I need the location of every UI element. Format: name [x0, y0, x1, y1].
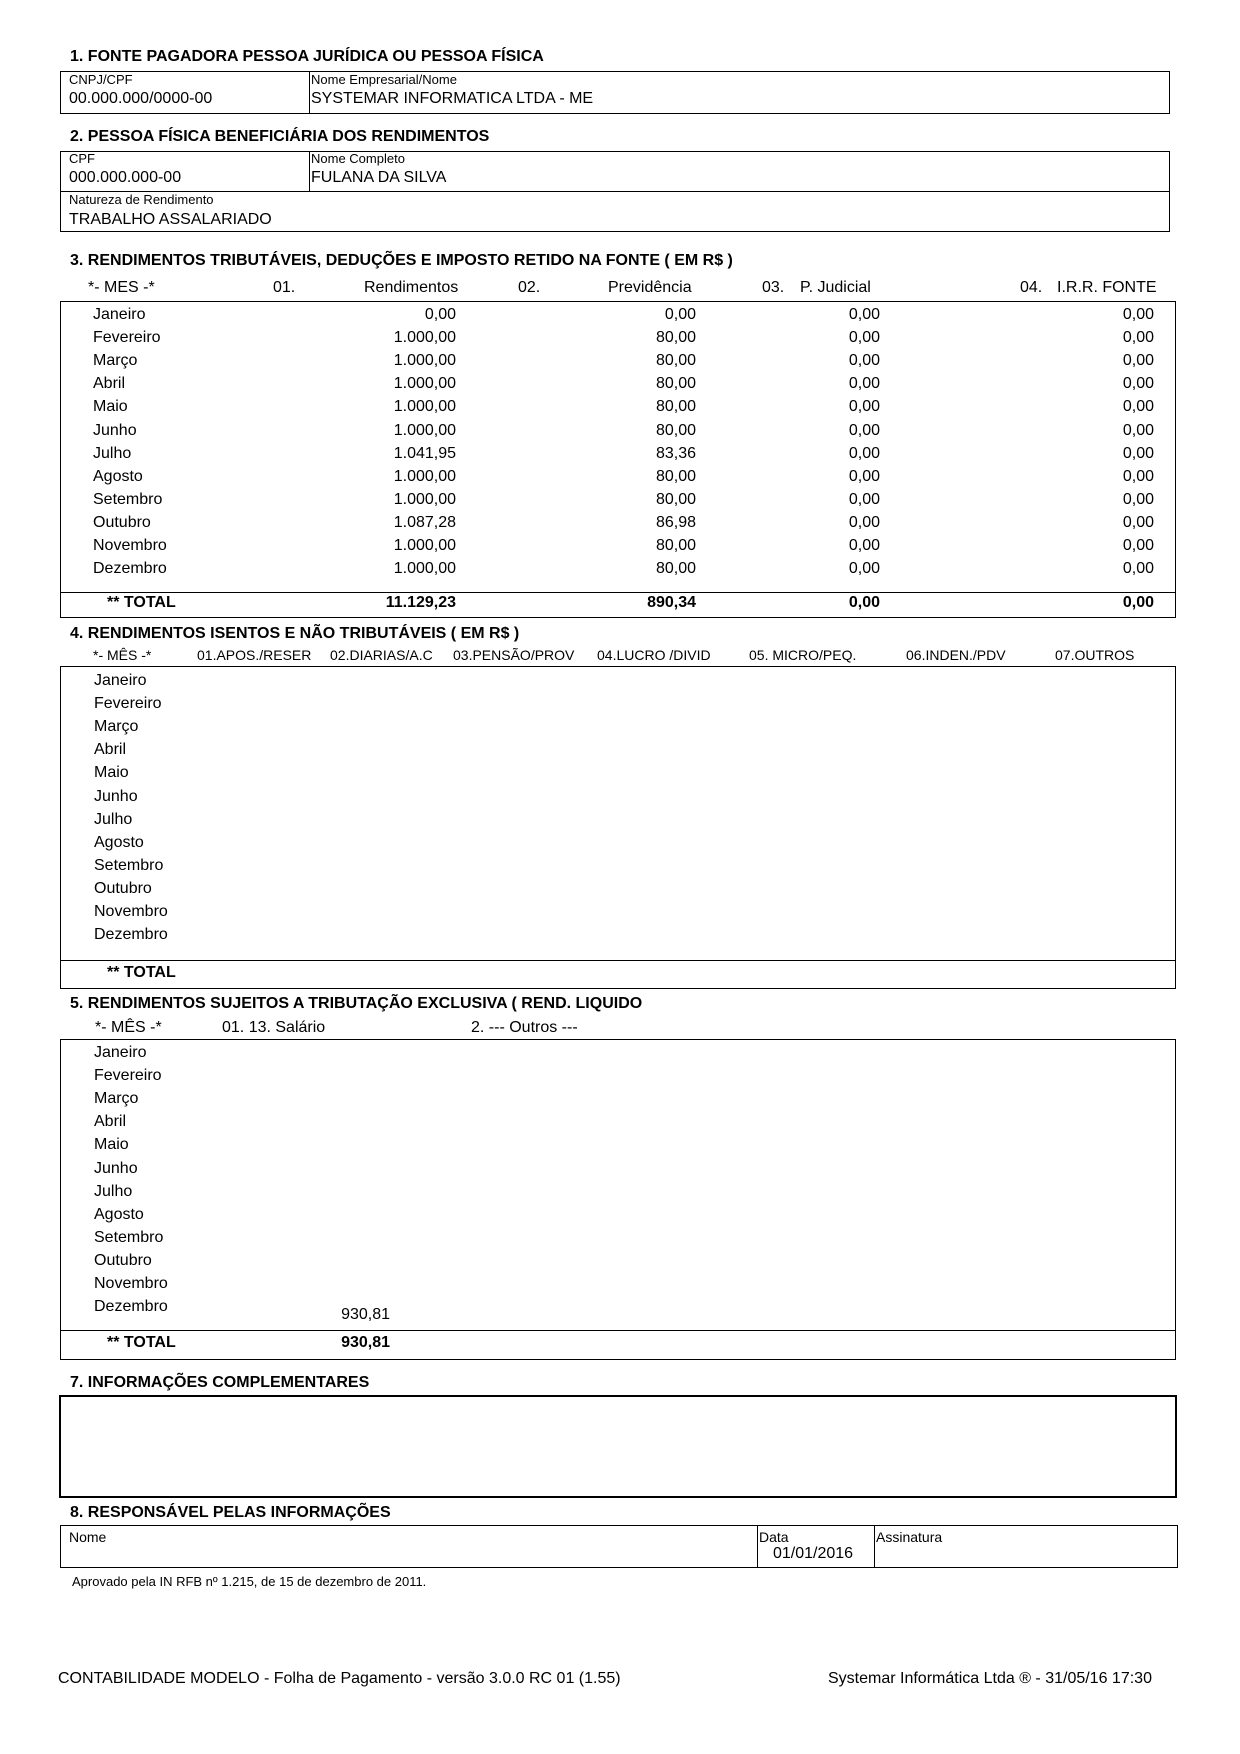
sec7-title: 7. INFORMAÇÕES COMPLEMENTARES [70, 1374, 370, 1391]
sec3-table-row [60, 445, 1170, 468]
month-cell: Março [93, 352, 138, 370]
sec3-header-04: 04. [1020, 279, 1043, 296]
sec8-data-value: 01/01/2016 [773, 1545, 854, 1562]
rendimentos-cell: 1.000,00 [393, 490, 456, 508]
sec5-table-row [60, 1183, 1170, 1206]
footer-left: CONTABILIDADE MODELO - Folha de Pagamento - versão 3.0.0 RC 01 (1.55) [58, 1670, 621, 1687]
sec4-table-row [60, 788, 1170, 811]
month-cell: Janeiro [94, 672, 147, 689]
sec4-table-row [60, 672, 1170, 695]
judicial-cell: 0,00 [848, 467, 880, 485]
sec4-header-pensao: 03.PENSÃO/PROV [453, 647, 575, 663]
rendimentos-cell: 1.041,95 [393, 444, 456, 462]
sec3-table-row [60, 468, 1170, 491]
month-cell: Junho [94, 787, 138, 805]
sec4-header-outros: 07.OUTROS [1055, 647, 1135, 663]
irrf-cell: 0,00 [1122, 490, 1154, 508]
month-cell: Junho [93, 421, 137, 439]
sec1-divider [309, 71, 310, 114]
sec3-table-row [60, 306, 1170, 329]
month-cell: Maio [93, 398, 128, 416]
month-cell: Janeiro [93, 306, 146, 323]
sec5-dezembro-value: 930,81 [341, 1306, 390, 1323]
sec4-header-mes: *- MÊS -* [93, 647, 152, 663]
sec3-title: 3. RENDIMENTOS TRIBUTÁVEIS, DEDUÇÕES E IMPOSTO RETIDO NA FONTE ( EM R$ ) [70, 252, 733, 269]
sec8-data-label: Data [759, 1529, 789, 1545]
sec2-title: 2. PESSOA FÍSICA BENEFICIÁRIA DOS RENDIMENTOS [70, 128, 490, 145]
cnpj-value: 00.000.000/0000-00 [69, 90, 213, 107]
natureza-label: Natureza de Rendimento [69, 192, 214, 207]
sec8-divider-1 [757, 1525, 758, 1568]
month-cell: Janeiro [94, 1044, 147, 1061]
cpf-value: 000.000.000-00 [69, 169, 182, 186]
sec4-table-row [60, 857, 1170, 880]
sec5-table-row [60, 1090, 1170, 1113]
sec3-table-row [60, 422, 1170, 445]
sec3-header-mes: *- MES -* [88, 279, 155, 296]
sec5-total-value: 930,81 [341, 1334, 390, 1351]
sec3-table-row [60, 352, 1170, 375]
month-cell: Novembro [94, 1275, 168, 1292]
sec4-header-diarias: 02.DIARIAS/A.C [330, 647, 433, 663]
judicial-cell: 0,00 [848, 537, 880, 554]
irrf-cell: 0,00 [1122, 560, 1154, 578]
nome-empresarial-value: SYSTEMAR INFORMATICA LTDA - ME [311, 90, 594, 107]
rendimentos-cell: 1.000,00 [393, 467, 456, 485]
sec4-total-label: ** TOTAL [107, 964, 176, 981]
irrf-cell: 0,00 [1122, 467, 1154, 485]
month-cell: Abril [93, 375, 126, 393]
irrf-cell: 0,00 [1122, 398, 1154, 416]
sec3-header-03: 03. [762, 279, 785, 296]
month-cell: Dezembro [94, 1298, 168, 1316]
previdencia-cell: 80,00 [655, 352, 696, 370]
sec1-bottom-line [60, 113, 1170, 114]
sec5-total-row [60, 1334, 1170, 1357]
sec4-table-row [60, 718, 1170, 741]
previdencia-cell: 80,00 [655, 329, 696, 347]
month-cell: Dezembro [94, 926, 168, 944]
sec5-header-outros: 2. --- Outros --- [471, 1019, 578, 1036]
sec3-total-judicial: 0,00 [848, 594, 880, 611]
judicial-cell: 0,00 [848, 398, 880, 416]
nome-completo-value: FULANA DA SILVA [311, 169, 447, 186]
rendimentos-cell: 1.000,00 [393, 560, 456, 578]
sec2-divider [309, 151, 310, 191]
sec3-table-row [60, 514, 1170, 537]
previdencia-cell: 80,00 [655, 421, 696, 439]
sec4-header-apos: 01.APOS./RESER [197, 647, 312, 663]
sec8-assinatura-label: Assinatura [876, 1529, 943, 1545]
sec4-table-row [60, 811, 1170, 834]
previdencia-cell: 0,00 [664, 306, 696, 323]
irrf-cell: 0,00 [1122, 421, 1154, 439]
judicial-cell: 0,00 [848, 375, 880, 393]
sec4-table-row [60, 880, 1170, 903]
judicial-cell: 0,00 [848, 306, 880, 323]
sec5-table-row [60, 1206, 1170, 1229]
sec3-table-row [60, 398, 1170, 421]
month-cell: Fevereiro [94, 1067, 162, 1085]
sec1-box [60, 71, 1170, 114]
sec3-header-previdencia: Previdência [608, 279, 692, 296]
month-cell: Novembro [93, 537, 167, 554]
sec3-total-label: ** TOTAL [107, 594, 176, 611]
sec3-header-02: 02. [518, 279, 541, 296]
month-cell: Outubro [94, 879, 152, 897]
month-cell: Agosto [94, 1205, 144, 1223]
sec5-title: 5. RENDIMENTOS SUJEITOS A TRIBUTAÇÃO EXCLUSIVA ( REND. LIQUIDO [70, 995, 643, 1012]
month-cell: Maio [94, 764, 129, 782]
month-cell: Julho [94, 1182, 133, 1200]
sec4-table-row [60, 741, 1170, 764]
sec3-header-rendimentos: Rendimentos [364, 279, 459, 296]
sec3-total-previdencia: 890,34 [647, 594, 696, 611]
sec3-table-row [60, 329, 1170, 352]
sec5-header-13salario: 01. 13. Salário [222, 1019, 326, 1036]
judicial-cell: 0,00 [848, 560, 880, 578]
sec1-title: 1. FONTE PAGADORA PESSOA JURÍDICA OU PESSOA FÍSICA [70, 48, 544, 65]
sec8-title: 8. RESPONSÁVEL PELAS INFORMAÇÕES [70, 1504, 391, 1521]
sec3-table-row [60, 375, 1170, 398]
sec4-total-line [60, 960, 1176, 961]
month-cell: Dezembro [93, 560, 167, 578]
irrf-cell: 0,00 [1122, 375, 1154, 393]
previdencia-cell: 80,00 [655, 375, 696, 393]
month-cell: Junho [94, 1159, 138, 1177]
sec5-table-row [60, 1229, 1170, 1252]
judicial-cell: 0,00 [848, 329, 880, 347]
month-cell: Fevereiro [93, 329, 161, 347]
judicial-cell: 0,00 [848, 421, 880, 439]
month-cell: Abril [94, 741, 127, 759]
month-cell: Agosto [93, 467, 143, 485]
judicial-cell: 0,00 [848, 444, 880, 462]
sec4-total-row [60, 964, 1170, 987]
sec5-total-label: ** TOTAL [107, 1334, 176, 1351]
month-cell: Julho [93, 444, 132, 462]
rendimentos-cell: 1.000,00 [393, 329, 456, 347]
rendimentos-cell: 1.087,28 [393, 513, 456, 531]
month-cell: Novembro [94, 903, 168, 920]
sec3-table-row [60, 537, 1170, 560]
sec5-header-mes: *- MÊS -* [95, 1019, 162, 1036]
month-cell: Setembro [93, 490, 163, 508]
nome-completo-label: Nome Completo [311, 151, 405, 166]
irrf-cell: 0,00 [1122, 444, 1154, 462]
month-cell: Fevereiro [94, 695, 162, 713]
irrf-cell: 0,00 [1122, 513, 1154, 531]
month-cell: Julho [94, 810, 133, 828]
previdencia-cell: 80,00 [655, 490, 696, 508]
previdencia-cell: 80,00 [655, 560, 696, 578]
previdencia-cell: 86,98 [655, 513, 696, 531]
month-cell: Outubro [94, 1251, 152, 1269]
sec5-dezembro-value-row [60, 1306, 1170, 1329]
rendimentos-cell: 1.000,00 [393, 352, 456, 370]
sec7-box [59, 1395, 1177, 1498]
sec3-total-irrf: 0,00 [1122, 594, 1154, 611]
irrf-cell: 0,00 [1122, 306, 1154, 323]
judicial-cell: 0,00 [848, 513, 880, 531]
month-cell: Março [94, 1090, 139, 1108]
month-cell: Abril [94, 1113, 127, 1131]
previdencia-cell: 80,00 [655, 467, 696, 485]
sec5-table-row [60, 1044, 1170, 1067]
cpf-label: CPF [69, 151, 95, 166]
sec3-total-rendimentos: 11.129,23 [385, 594, 456, 611]
sec5-table-row [60, 1252, 1170, 1275]
cnpj-label: CNPJ/CPF [69, 72, 133, 87]
month-cell: Outubro [93, 513, 151, 531]
month-cell: Setembro [94, 856, 164, 874]
sec8-divider-2 [874, 1525, 875, 1568]
month-cell: Setembro [94, 1228, 164, 1246]
sec3-header-01: 01. [273, 279, 296, 296]
sec4-table-row [60, 903, 1170, 926]
sec3-table-row [60, 491, 1170, 514]
previdencia-cell: 80,00 [655, 398, 696, 416]
sec4-header-lucro: 04.LUCRO /DIVID [597, 647, 711, 663]
sec3-total-row [60, 594, 1170, 617]
rendimentos-cell: 1.000,00 [393, 421, 456, 439]
sec5-table-row [60, 1160, 1170, 1183]
footer-right: Systemar Informática Ltda ® - 31/05/16 17:30 [828, 1670, 1152, 1687]
sec5-table-row [60, 1067, 1170, 1090]
sec4-header-inden: 06.INDEN./PDV [906, 647, 1006, 663]
sec4-title: 4. RENDIMENTOS ISENTOS E NÃO TRIBUTÁVEIS ( EM R$ ) [70, 625, 520, 642]
month-cell: Março [94, 718, 139, 736]
irrf-cell: 0,00 [1122, 352, 1154, 370]
rendimentos-cell: 0,00 [424, 306, 456, 323]
aprovado-note: Aprovado pela IN RFB nº 1.215, de 15 de dezembro de 2011. [72, 1574, 427, 1589]
sec5-total-line [60, 1330, 1176, 1331]
sec3-header-irrf: I.R.R. FONTE [1057, 279, 1157, 296]
previdencia-cell: 80,00 [655, 537, 696, 554]
sec4-table-row [60, 926, 1170, 949]
month-cell: Agosto [94, 833, 144, 851]
irrf-cell: 0,00 [1122, 537, 1154, 554]
sec5-table-row [60, 1275, 1170, 1298]
irrf-cell: 0,00 [1122, 329, 1154, 347]
judicial-cell: 0,00 [848, 352, 880, 370]
sec5-table-row [60, 1113, 1170, 1136]
natureza-value: TRABALHO ASSALARIADO [69, 211, 272, 228]
previdencia-cell: 83,36 [655, 444, 696, 462]
rendimentos-cell: 1.000,00 [393, 537, 456, 554]
sec4-table-row [60, 695, 1170, 718]
sec4-table-row [60, 764, 1170, 787]
sec4-table-row [60, 834, 1170, 857]
month-cell: Maio [94, 1136, 129, 1154]
nome-empresarial-label: Nome Empresarial/Nome [311, 72, 457, 87]
rendimentos-cell: 1.000,00 [393, 398, 456, 416]
sec2-mid-line [60, 191, 1170, 192]
sec4-header-micro: 05. MICRO/PEQ. [749, 647, 857, 663]
rendimentos-cell: 1.000,00 [393, 375, 456, 393]
judicial-cell: 0,00 [848, 490, 880, 508]
sec8-box [60, 1525, 1178, 1568]
sec3-total-line [60, 592, 1176, 593]
sec5-table-row [60, 1136, 1170, 1159]
sec3-header-judicial: P. Judicial [800, 279, 871, 296]
sec3-table-row [60, 560, 1170, 583]
sec8-nome-label: Nome [69, 1529, 107, 1545]
